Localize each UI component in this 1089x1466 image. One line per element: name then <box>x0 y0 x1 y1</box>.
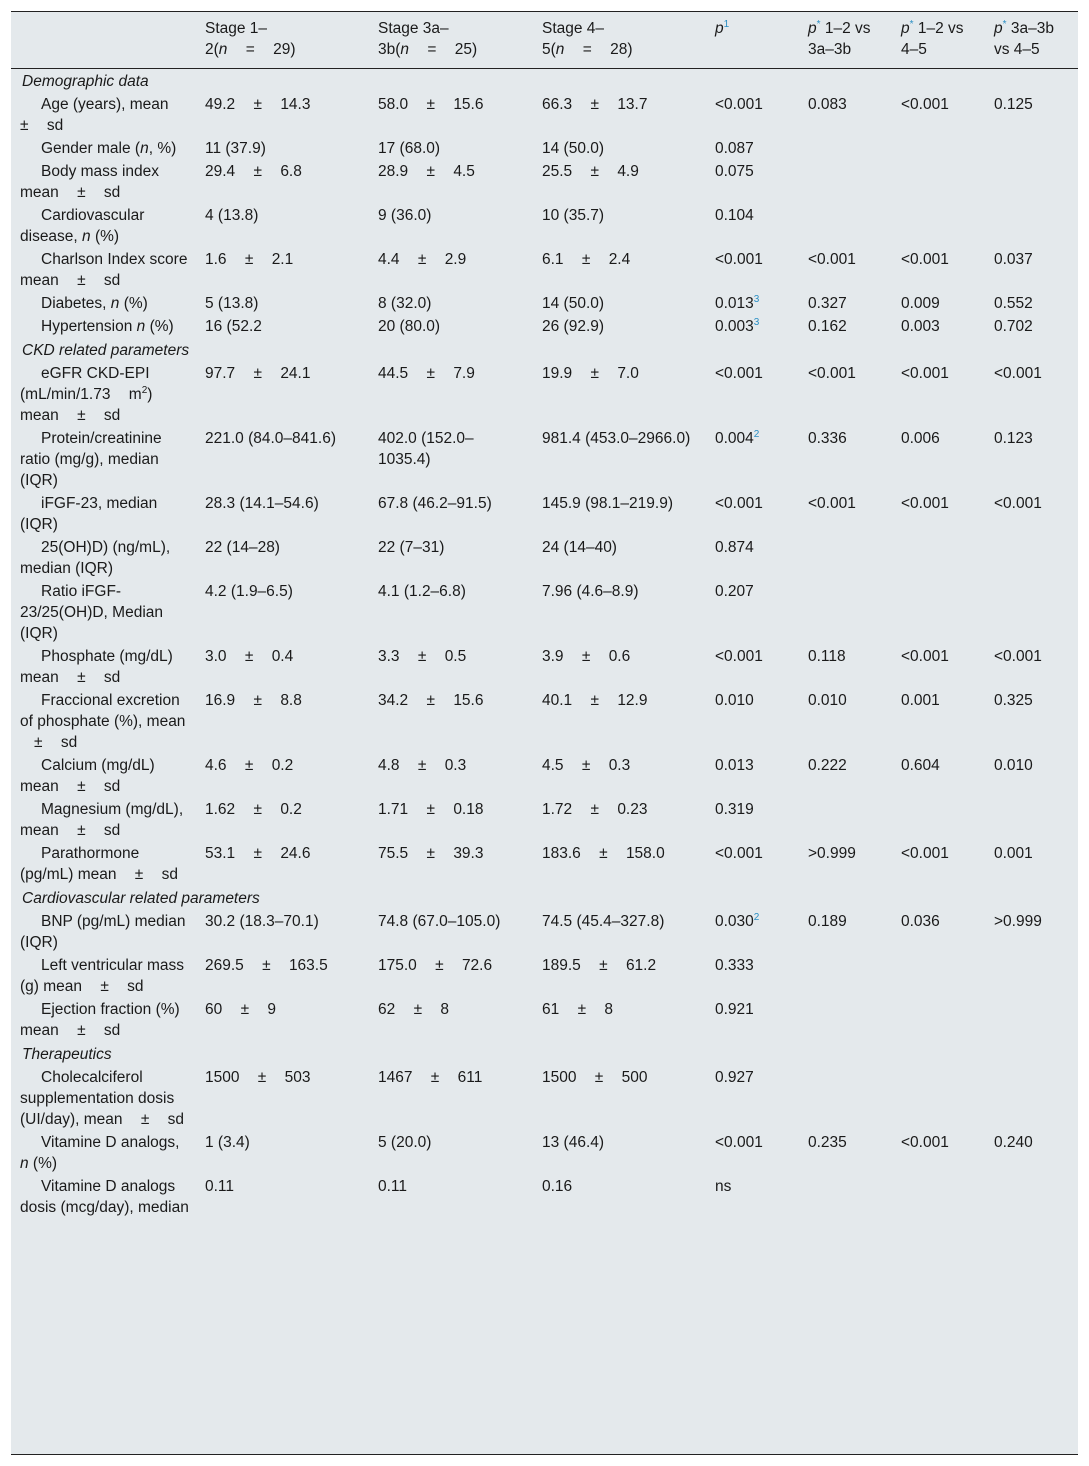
section-header <box>11 1042 1078 1066</box>
table-row <box>11 842 1078 886</box>
value-p-3a3b-vs-45: 0.010 <box>994 757 1033 774</box>
value-p-3a3b-vs-45: <0.001 <box>994 365 1042 382</box>
value-stage-3a-3b: 44.5 ± 7.9 <box>378 365 475 382</box>
value-p-12-vs-45: <0.001 <box>901 96 949 113</box>
value-stage-4-5: 1500 ± 500 <box>542 1069 648 1086</box>
value-p-12-vs-3a3b: 0.083 <box>808 96 847 113</box>
value-stage-1-2: 30.2 (18.3–70.1) <box>205 913 319 930</box>
value-p-12-vs-3a3b: 0.162 <box>808 318 847 335</box>
value-p-3a3b-vs-45: >0.999 <box>994 913 1042 930</box>
table-body <box>11 69 1078 1220</box>
value-p-3a3b-vs-45 <box>986 1175 1078 1219</box>
value-p-12-vs-3a3b: <0.001 <box>808 365 856 382</box>
table-row <box>11 754 1078 798</box>
section-title: Cardiovascular related parameters <box>22 890 260 907</box>
value-p-3a3b-vs-45: <0.001 <box>994 648 1042 665</box>
table-row <box>11 1066 1078 1131</box>
value-stage-4-5: 6.1 ± 2.4 <box>542 251 631 268</box>
value-p: 0.207 <box>715 583 754 600</box>
value-p-3a3b-vs-45 <box>986 998 1078 1042</box>
value-stage-3a-3b: 74.8 (67.0–105.0) <box>378 913 501 930</box>
value-p-12-vs-45: 0.003 <box>901 318 940 335</box>
row-label: Ratio iFGF-23/25(OH)D, Median (IQR) <box>20 583 164 642</box>
table-row <box>11 292 1078 315</box>
value-stage-3a-3b: 3.3 ± 0.5 <box>378 648 467 665</box>
row-label: Cardiovascular disease, n (%) <box>20 207 145 245</box>
row-label: BNP (pg/mL) median (IQR) <box>20 913 186 951</box>
value-p-12-vs-45 <box>893 954 986 998</box>
value-stage-4-5: 3.9 ± 0.6 <box>542 648 631 665</box>
value-stage-3a-3b: 22 (7–31) <box>378 539 445 556</box>
value-stage-3a-3b: 8 (32.0) <box>378 295 432 312</box>
value-p: <0.001 <box>715 648 763 665</box>
value-p-12-vs-45 <box>893 580 986 645</box>
value-p: 0.874 <box>715 539 754 556</box>
value-stage-3a-3b: 1.71 ± 0.18 <box>378 801 484 818</box>
row-label: Gender male (n, %) <box>41 140 177 157</box>
section-header <box>11 69 1078 94</box>
row-label: Cholecalciferol supplementation dosis (UI/day), mean ± sd <box>20 1069 185 1128</box>
value-stage-1-2: 97.7 ± 24.1 <box>205 365 311 382</box>
row-label: Magnesium (mg/dL), mean ± sd <box>20 801 184 839</box>
table-row <box>11 536 1078 580</box>
table-row <box>11 362 1078 427</box>
value-p-12-vs-3a3b: >0.999 <box>808 845 856 862</box>
value-stage-3a-3b: 67.8 (46.2–91.5) <box>378 495 492 512</box>
value-stage-1-2: 5 (13.8) <box>205 295 259 312</box>
value-stage-1-2: 53.1 ± 24.6 <box>205 845 311 862</box>
value-stage-4-5: 183.6 ± 158.0 <box>542 845 665 862</box>
value-stage-4-5: 0.16 <box>542 1178 573 1195</box>
table-row <box>11 954 1078 998</box>
value-stage-4-5: 14 (50.0) <box>542 295 605 312</box>
value-p-12-vs-45: <0.001 <box>901 845 949 862</box>
value-p-12-vs-3a3b: 0.010 <box>808 692 847 709</box>
row-label: Protein/creatinine ratio (mg/g), median (IQR) <box>20 430 162 489</box>
value-stage-3a-3b: 9 (36.0) <box>378 207 432 224</box>
value-stage-4-5: 7.96 (4.6–8.9) <box>542 583 639 600</box>
value-p-3a3b-vs-45: 0.125 <box>994 96 1033 113</box>
value-stage-4-5: 14 (50.0) <box>542 140 605 157</box>
value-stage-1-2: 16 (52.2 <box>205 318 262 335</box>
value-p-12-vs-45 <box>893 998 986 1042</box>
value-p-3a3b-vs-45 <box>986 954 1078 998</box>
value-p-12-vs-45: <0.001 <box>901 1134 949 1151</box>
row-label: Ejection fraction (%) mean ± sd <box>20 1001 180 1039</box>
value-stage-4-5: 61 ± 8 <box>542 1001 614 1018</box>
value-p-12-vs-3a3b <box>800 160 893 204</box>
table-container <box>11 11 1078 1455</box>
value-stage-3a-3b: 20 (80.0) <box>378 318 441 335</box>
value-stage-4-5: 189.5 ± 61.2 <box>542 957 657 974</box>
value-p: 0.087 <box>715 140 754 157</box>
value-stage-4-5: 981.4 (453.0–2966.0) <box>542 430 691 447</box>
table-row <box>11 1175 1078 1219</box>
row-label: Charlson Index score mean ± sd <box>20 251 188 289</box>
value-p-3a3b-vs-45: 0.123 <box>994 430 1033 447</box>
value-stage-3a-3b: 28.9 ± 4.5 <box>378 163 475 180</box>
value-p-3a3b-vs-45 <box>986 536 1078 580</box>
value-p: <0.001 <box>715 845 763 862</box>
value-p: <0.001 <box>715 96 763 113</box>
value-stage-1-2: 22 (14–28) <box>205 539 280 556</box>
value-stage-1-2: 269.5 ± 163.5 <box>205 957 328 974</box>
value-p-3a3b-vs-45: 0.325 <box>994 692 1033 709</box>
value-p: 0.004$^2$ <box>715 428 760 447</box>
value-stage-4-5: 25.5 ± 4.9 <box>542 163 639 180</box>
value-stage-1-2: 28.3 (14.1–54.6) <box>205 495 319 512</box>
section-title: CKD related parameters <box>22 342 190 359</box>
table-row <box>11 1131 1078 1175</box>
value-p-3a3b-vs-45 <box>986 580 1078 645</box>
table-row <box>11 137 1078 160</box>
table-row <box>11 315 1078 338</box>
value-p: <0.001 <box>715 495 763 512</box>
header-p-12-vs-45: p* 1–2 vs 4–5 <box>893 12 986 69</box>
row-label: 25(OH)D) (ng/mL), median (IQR) <box>20 539 171 577</box>
table-row <box>11 645 1078 689</box>
header-stage-1-2: Stage 1– 2(n = 29) <box>197 12 370 69</box>
value-stage-4-5: 74.5 (45.4–327.8) <box>542 913 665 930</box>
value-p-3a3b-vs-45: 0.037 <box>994 251 1033 268</box>
value-p-12-vs-45: <0.001 <box>901 365 949 382</box>
value-p-12-vs-3a3b: 0.336 <box>808 430 847 447</box>
data-table <box>11 12 1078 1219</box>
value-p: 0.013 <box>715 757 754 774</box>
value-stage-4-5: 13 (46.4) <box>542 1134 605 1151</box>
value-stage-1-2: 4 (13.8) <box>205 207 259 224</box>
value-p-3a3b-vs-45: 0.552 <box>994 295 1033 312</box>
section-header <box>11 338 1078 362</box>
row-label: Diabetes, n (%) <box>41 295 148 312</box>
table-row <box>11 580 1078 645</box>
value-stage-3a-3b: 34.2 ± 15.6 <box>378 692 484 709</box>
value-p: 0.319 <box>715 801 754 818</box>
value-stage-3a-3b: 4.1 (1.2–6.8) <box>378 583 466 600</box>
value-p-12-vs-3a3b: <0.001 <box>808 251 856 268</box>
value-stage-3a-3b: 17 (68.0) <box>378 140 441 157</box>
value-p-12-vs-3a3b: 0.189 <box>808 913 847 930</box>
value-p-3a3b-vs-45 <box>986 798 1078 842</box>
header-empty <box>11 12 197 69</box>
value-p-3a3b-vs-45 <box>986 137 1078 160</box>
value-stage-4-5: 66.3 ± 13.7 <box>542 96 648 113</box>
value-p: 0.927 <box>715 1069 754 1086</box>
value-stage-4-5: 40.1 ± 12.9 <box>542 692 648 709</box>
section-title: Demographic data <box>22 73 149 90</box>
value-stage-1-2: 4.2 (1.9–6.5) <box>205 583 293 600</box>
value-stage-3a-3b: 402.0 (152.0–1035.4) <box>378 430 474 468</box>
value-p: 0.013$^3$ <box>715 293 760 312</box>
header-row <box>11 12 1078 69</box>
value-p-3a3b-vs-45: 0.240 <box>994 1134 1033 1151</box>
value-p-12-vs-3a3b <box>800 998 893 1042</box>
value-p-12-vs-3a3b <box>800 204 893 248</box>
value-stage-4-5: 1.72 ± 0.23 <box>542 801 648 818</box>
value-p-12-vs-45 <box>893 798 986 842</box>
value-p: ns <box>715 1178 732 1195</box>
value-stage-1-2: 0.11 <box>205 1178 235 1195</box>
header-stage-3a-3b: Stage 3a– 3b(n = 25) <box>370 12 534 69</box>
value-p: <0.001 <box>715 1134 763 1151</box>
value-p-12-vs-3a3b: 0.327 <box>808 295 847 312</box>
section-title: Therapeutics <box>22 1046 112 1063</box>
row-label: Calcium (mg/dL) mean ± sd <box>20 757 155 795</box>
table-row <box>11 689 1078 754</box>
value-stage-4-5: 19.9 ± 7.0 <box>542 365 639 382</box>
value-p-3a3b-vs-45: 0.001 <box>994 845 1033 862</box>
value-p-12-vs-45: 0.036 <box>901 913 940 930</box>
row-label: eGFR CKD-EPI (mL/min/1.73 $m^2$) mean ± sd <box>20 365 153 424</box>
value-p: 0.003$^3$ <box>715 316 760 335</box>
value-p: 0.921 <box>715 1001 754 1018</box>
value-stage-3a-3b: 1467 ± 611 <box>378 1069 483 1086</box>
value-stage-3a-3b: 4.4 ± 2.9 <box>378 251 467 268</box>
value-p-12-vs-3a3b <box>800 954 893 998</box>
value-stage-1-2: 221.0 (84.0–841.6) <box>205 430 336 447</box>
value-stage-1-2: 1 (3.4) <box>205 1134 250 1151</box>
value-stage-3a-3b: 5 (20.0) <box>378 1134 432 1151</box>
header-p: $p^1$ <box>707 12 800 69</box>
value-stage-3a-3b: 175.0 ± 72.6 <box>378 957 493 974</box>
value-p-12-vs-45: 0.006 <box>901 430 940 447</box>
value-p: 0.104 <box>715 207 754 224</box>
table-row <box>11 998 1078 1042</box>
value-p-3a3b-vs-45 <box>986 160 1078 204</box>
value-stage-4-5: 145.9 (98.1–219.9) <box>542 495 673 512</box>
value-stage-4-5: 10 (35.7) <box>542 207 605 224</box>
value-stage-4-5: 24 (14–40) <box>542 539 617 556</box>
header-p-3a3b-vs-45: p* 3a–3b vs 4–5 <box>986 12 1078 69</box>
value-p-3a3b-vs-45 <box>986 1066 1078 1131</box>
table-row <box>11 93 1078 137</box>
value-stage-1-2: 29.4 ± 6.8 <box>205 163 302 180</box>
value-p-12-vs-3a3b: 0.222 <box>808 757 847 774</box>
row-label: Left ventricular mass (g) mean ± sd <box>20 957 184 995</box>
header-stage-4-5: Stage 4– 5(n = 28) <box>534 12 707 69</box>
value-stage-4-5: 4.5 ± 0.3 <box>542 757 631 774</box>
value-p-12-vs-45 <box>893 536 986 580</box>
value-stage-1-2: 1500 ± 503 <box>205 1069 311 1086</box>
table-row <box>11 910 1078 954</box>
value-stage-1-2: 1.6 ± 2.1 <box>205 251 294 268</box>
value-p-12-vs-45: 0.001 <box>901 692 940 709</box>
value-stage-3a-3b: 4.8 ± 0.3 <box>378 757 467 774</box>
value-stage-1-2: 11 (37.9) <box>205 140 266 157</box>
row-label: Age (years), mean ± sd <box>20 96 173 134</box>
table-row <box>11 160 1078 204</box>
value-p-12-vs-3a3b: 0.118 <box>808 648 846 665</box>
value-p-12-vs-45: 0.009 <box>901 295 940 312</box>
value-stage-3a-3b: 75.5 ± 39.3 <box>378 845 484 862</box>
value-p: 0.030$^2$ <box>715 911 760 930</box>
row-label: Hypertension n (%) <box>41 318 174 335</box>
table-row <box>11 204 1078 248</box>
row-label: Phosphate (mg/dL) mean ± sd <box>20 648 173 686</box>
value-stage-1-2: 4.6 ± 0.2 <box>205 757 294 774</box>
value-p-12-vs-45: <0.001 <box>901 495 949 512</box>
value-p: <0.001 <box>715 365 763 382</box>
value-p-12-vs-3a3b: 0.235 <box>808 1134 847 1151</box>
value-p: <0.001 <box>715 251 763 268</box>
value-p-12-vs-3a3b <box>800 1175 893 1219</box>
value-p-12-vs-3a3b: <0.001 <box>808 495 856 512</box>
table-row <box>11 248 1078 292</box>
value-p: 0.075 <box>715 163 754 180</box>
header-p-12-vs-3a3b: p* 1–2 vs 3a–3b <box>800 12 893 69</box>
row-label: Vitamine D analogs dosis (mcg/day), median <box>20 1178 189 1216</box>
value-p-12-vs-45 <box>893 204 986 248</box>
value-p-12-vs-45: <0.001 <box>901 251 949 268</box>
value-stage-1-2: 3.0 ± 0.4 <box>205 648 294 665</box>
section-header <box>11 886 1078 910</box>
value-p-12-vs-3a3b <box>800 580 893 645</box>
row-label: iFGF-23, median (IQR) <box>20 495 158 533</box>
value-p-3a3b-vs-45 <box>986 204 1078 248</box>
value-p-12-vs-3a3b <box>800 536 893 580</box>
value-p-3a3b-vs-45: <0.001 <box>994 495 1042 512</box>
value-stage-3a-3b: 62 ± 8 <box>378 1001 450 1018</box>
value-stage-1-2: 16.9 ± 8.8 <box>205 692 302 709</box>
value-p-12-vs-45: <0.001 <box>901 648 949 665</box>
value-stage-3a-3b: 58.0 ± 15.6 <box>378 96 484 113</box>
table-row <box>11 798 1078 842</box>
value-stage-1-2: 1.62 ± 0.2 <box>205 801 302 818</box>
row-label: Body mass index mean ± sd <box>20 163 160 201</box>
value-p-12-vs-3a3b <box>800 1066 893 1131</box>
row-label: Vitamine D analogs, n (%) <box>20 1134 180 1172</box>
value-p-12-vs-45 <box>893 1175 986 1219</box>
row-label: Fraccional excretion of phosphate (%), mean ± sd <box>20 692 186 751</box>
value-p-12-vs-3a3b <box>800 798 893 842</box>
value-p-12-vs-45: 0.604 <box>901 757 940 774</box>
row-label: Parathormone (pg/mL) mean ± sd <box>20 845 178 883</box>
value-p-12-vs-3a3b <box>800 137 893 160</box>
value-p-12-vs-45 <box>893 160 986 204</box>
value-p-12-vs-45 <box>893 137 986 160</box>
value-p: 0.333 <box>715 957 754 974</box>
table-row <box>11 492 1078 536</box>
value-stage-3a-3b: 0.11 <box>378 1178 408 1195</box>
value-stage-1-2: 49.2 ± 14.3 <box>205 96 311 113</box>
value-stage-4-5: 26 (92.9) <box>542 318 605 335</box>
value-p-12-vs-45 <box>893 1066 986 1131</box>
value-stage-1-2: 60 ± 9 <box>205 1001 277 1018</box>
value-p-3a3b-vs-45: 0.702 <box>994 318 1033 335</box>
value-p: 0.010 <box>715 692 754 709</box>
table-row <box>11 427 1078 492</box>
